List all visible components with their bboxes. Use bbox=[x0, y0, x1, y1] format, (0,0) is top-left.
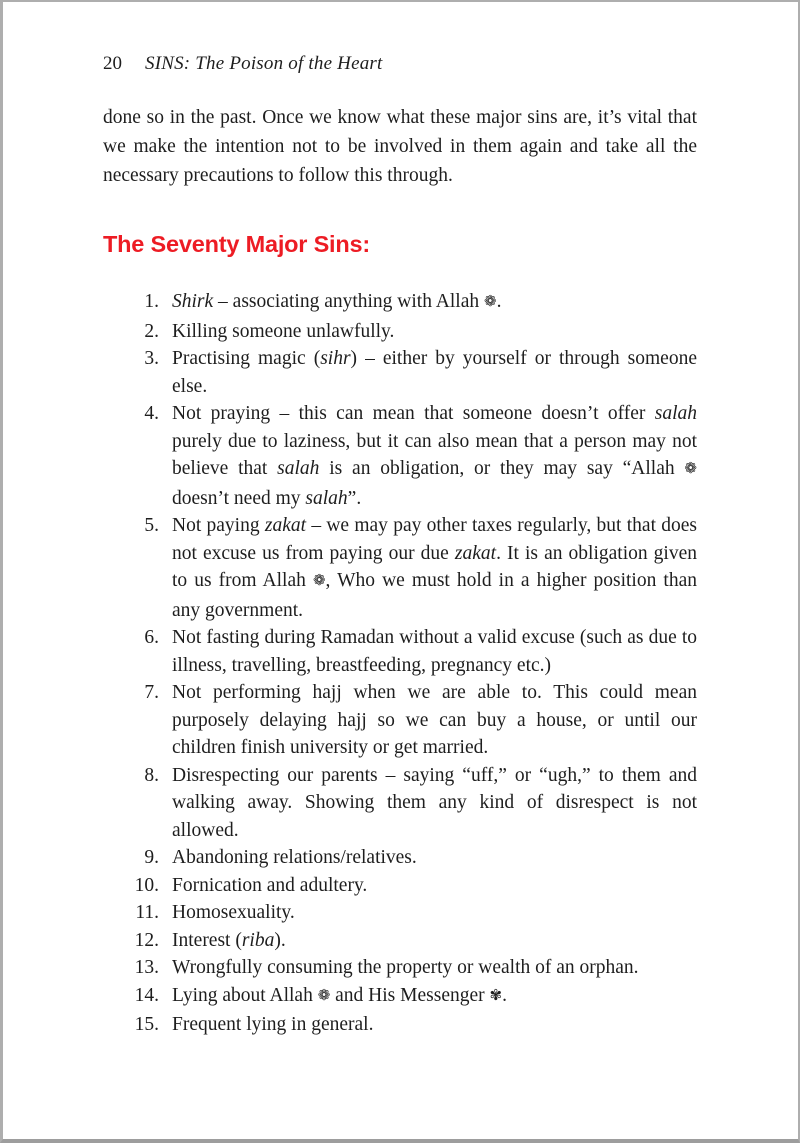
text-run: and His Messenger bbox=[330, 984, 490, 1006]
text-run: Frequent lying in general. bbox=[172, 1014, 374, 1035]
italic-term: zakat bbox=[264, 515, 307, 536]
list-item-number: 12. bbox=[134, 929, 159, 951]
text-run: Wrongfully consuming the property or wealth of an orphan. bbox=[172, 957, 639, 978]
text-run: . bbox=[502, 984, 507, 1006]
italic-term: sihr bbox=[320, 348, 351, 369]
list-item bbox=[103, 624, 697, 679]
list-item bbox=[103, 318, 697, 346]
list-item-text bbox=[172, 985, 507, 1006]
list-item-number: 1. bbox=[144, 291, 159, 312]
text-run: Interest ( bbox=[172, 929, 242, 951]
list-item-text bbox=[172, 682, 697, 758]
allah-honorific-icon: ❁ bbox=[684, 461, 697, 477]
intro-paragraph: done so in the past. Once we know what these major sins are, it’s vital that we make the intention not to be involved in them again and take all the necessary precautions to follow this through. bbox=[103, 107, 697, 186]
list-item bbox=[103, 679, 697, 762]
italic-term: zakat bbox=[454, 542, 497, 564]
list-item-number: 13. bbox=[134, 957, 159, 978]
text-run: doesn’t need my bbox=[172, 487, 306, 509]
text-run: , Who we must hold in a higher position than any government. bbox=[172, 570, 697, 621]
list-item-text bbox=[172, 321, 394, 342]
italic-term: salah bbox=[305, 487, 348, 509]
italic-term: salah bbox=[654, 403, 697, 424]
list-item-number: 2. bbox=[144, 320, 159, 342]
list-item-text bbox=[172, 930, 286, 951]
text-run: Fornication and adultery. bbox=[172, 874, 368, 896]
text-run: . bbox=[496, 291, 502, 312]
list-item bbox=[103, 288, 697, 318]
list-item-number: 4. bbox=[144, 403, 159, 424]
list-item bbox=[103, 345, 697, 400]
list-item-text bbox=[172, 627, 697, 676]
text-run: Not performing hajj when we are able to. This could mean purposely delaying hajj so we can buy a house, or until our children finish university or get married. bbox=[172, 682, 697, 758]
text-run: – associating anything with Allah bbox=[213, 291, 484, 312]
text-run: Not paying bbox=[172, 515, 265, 536]
list-item-text bbox=[172, 403, 697, 509]
running-header bbox=[103, 52, 697, 76]
text-run: Not praying – this can mean that someone doesn’t offer bbox=[172, 403, 655, 424]
book-title: SINS: The Poison of the Heart bbox=[145, 53, 383, 74]
list-item-number: 8. bbox=[144, 764, 159, 786]
list-item-text bbox=[172, 765, 697, 841]
list-item-text bbox=[172, 515, 697, 621]
section-heading: The Seventy Major Sins: bbox=[103, 231, 371, 257]
list-item-text bbox=[172, 875, 367, 896]
list-item-number: 15. bbox=[134, 1014, 159, 1035]
text-run: . It is an obligation given to us from Allah bbox=[172, 542, 698, 591]
list-item bbox=[103, 899, 697, 927]
text-run: ”. bbox=[347, 487, 362, 509]
italic-term: salah bbox=[277, 458, 320, 479]
text-run: – we may pay other taxes regularly, but that does not excuse us from paying our due bbox=[172, 515, 697, 564]
list-item-text bbox=[172, 957, 639, 978]
text-run: Practising magic ( bbox=[172, 348, 321, 369]
text-run: Disrespecting our parents – saying “uff,” or “ugh,” to them and walking away. Showing them any kind of disrespect is not allowed. bbox=[172, 764, 697, 841]
text-run: ) – either by yourself or through someone else. bbox=[172, 348, 697, 397]
list-item bbox=[103, 1011, 697, 1039]
list-item bbox=[103, 844, 697, 872]
list-item-number: 14. bbox=[134, 984, 159, 1006]
list-item-number: 11. bbox=[135, 902, 159, 923]
list-item bbox=[103, 400, 697, 512]
list-item bbox=[103, 872, 697, 900]
list-item-number: 7. bbox=[144, 682, 159, 703]
text-run: is an obligation, or they may say “Allah bbox=[319, 458, 685, 479]
allah-honorific-icon: ❁ bbox=[312, 573, 326, 589]
allah-honorific-icon: ❁ bbox=[317, 987, 331, 1004]
list-item bbox=[103, 927, 697, 955]
text-run: Not fasting during Ramadan without a valid excuse (such as due to illness, travelling, breastfeeding, pregnancy etc.) bbox=[172, 627, 697, 676]
list-item-text bbox=[172, 902, 295, 923]
sins-list bbox=[103, 288, 697, 1039]
list-item bbox=[103, 982, 697, 1012]
text-run: Abandoning relations/relatives. bbox=[172, 847, 417, 868]
list-item bbox=[103, 762, 697, 845]
list-item-number: 10. bbox=[134, 874, 159, 896]
list-item bbox=[103, 512, 697, 624]
list-item-number: 9. bbox=[144, 847, 159, 868]
list-item-number: 6. bbox=[144, 627, 159, 648]
list-item-text bbox=[172, 847, 417, 868]
text-run: Lying about Allah bbox=[172, 984, 318, 1006]
italic-term: Shirk bbox=[172, 291, 214, 312]
list-item-text bbox=[172, 348, 697, 397]
text-run: Killing someone unlawfully. bbox=[172, 320, 395, 342]
text-run: purely due to laziness, but it can also mean that a person may not believe that bbox=[172, 430, 697, 479]
list-item-text bbox=[172, 1014, 373, 1035]
text-run: Homosexuality. bbox=[172, 902, 295, 923]
page-number: 20 bbox=[103, 53, 122, 74]
list-item-number: 5. bbox=[144, 515, 159, 536]
text-run: ). bbox=[274, 929, 286, 951]
messenger-honorific-icon: ✾ bbox=[489, 987, 503, 1004]
allah-honorific-icon: ❁ bbox=[483, 294, 497, 310]
list-item bbox=[103, 954, 697, 982]
italic-term: riba bbox=[241, 929, 275, 951]
list-item-number: 3. bbox=[144, 348, 159, 369]
list-item-text bbox=[172, 291, 501, 312]
